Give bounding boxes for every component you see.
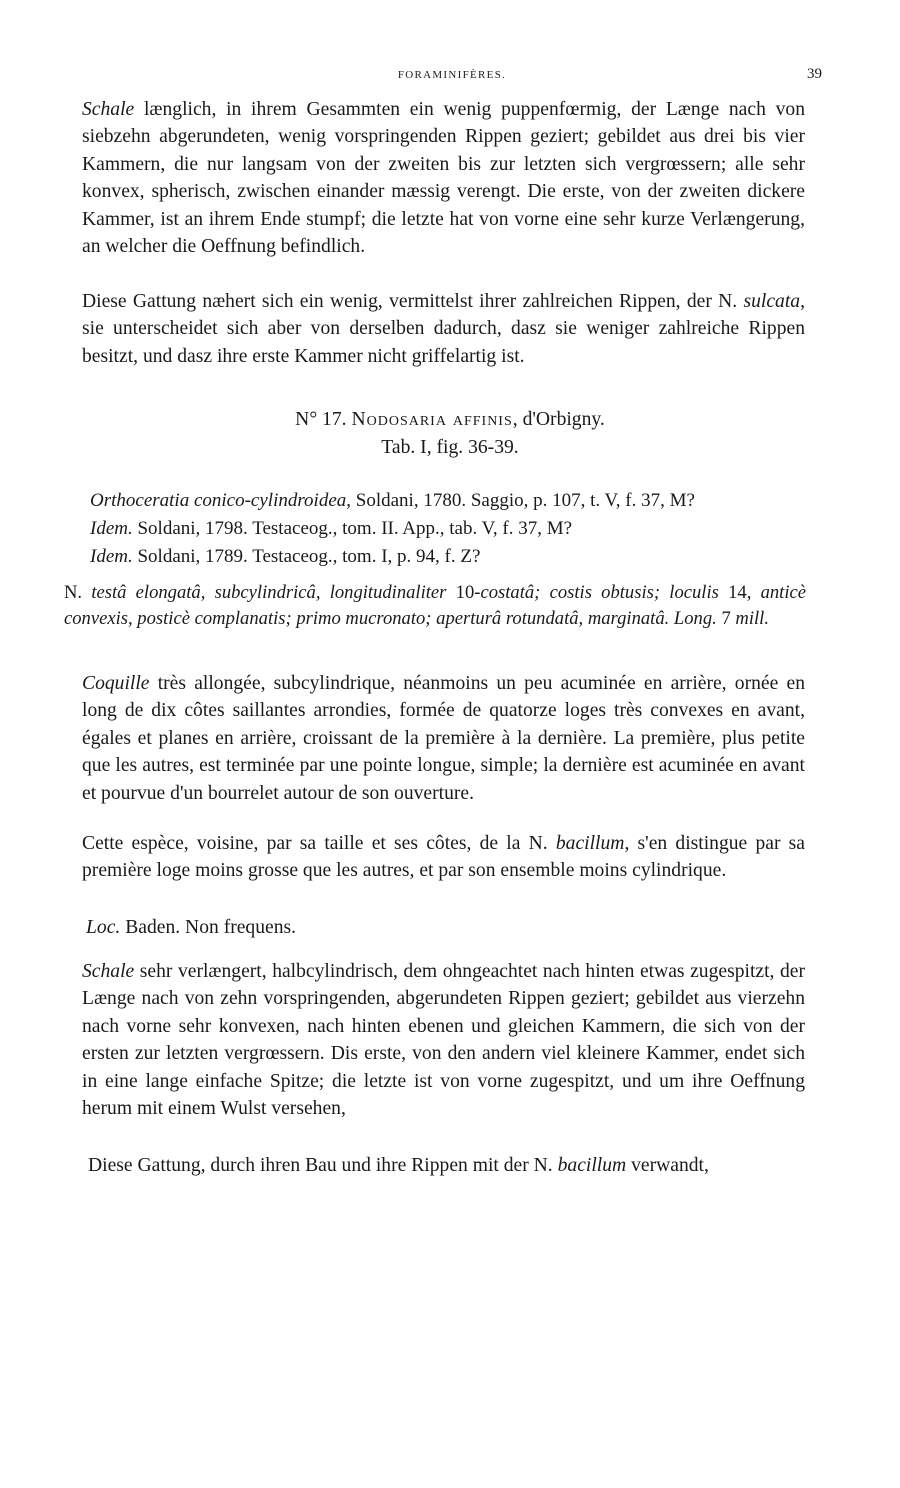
locality [86, 914, 809, 941]
taxon-name: bacillum [555, 833, 625, 854]
diagnosis-text: costatâ; costis obtusis; loculis [480, 582, 729, 603]
page-header [82, 66, 822, 86]
plate-reference: Tab. I, fig. 36-39. [381, 437, 519, 458]
paragraph-text: Diese Gattung næhert sich ein wenig, vermittelst ihrer zahlreichen Rippen, der N. [82, 291, 744, 312]
synonym-name: Idem. [90, 518, 133, 539]
species-heading [0, 406, 900, 434]
synonym-line [90, 516, 805, 542]
synonym-line [90, 488, 805, 514]
diagnosis-number: 14 [728, 582, 747, 603]
german-remark-1 [82, 288, 805, 370]
french-description [82, 670, 805, 807]
paragraph-text: très allongée, subcylindrique, néanmoins un peu acuminée en arrière, ornée en long de dix côtes saillantes arrondies, formée de quatorze loges très convexes en avant, égales et planes en arrière, croissant de la première à la dernière. La première, plus petite que les autres, est terminée par une pointe longue, simple; la dernière est acuminée en avant et pourvue d'un bourrelet autour de son ouverture. [82, 673, 805, 804]
locality-text: Baden. Non frequens. [120, 917, 297, 938]
synonym-citation: Soldani, 1789. Testaceog., tom. I, p. 94, f. Z? [132, 546, 481, 567]
diagnosis-number: 10- [455, 582, 481, 603]
running-head: FORAMINIFÈRES. [397, 69, 507, 81]
paragraph-text: Diese Gattung, durch ihren Bau und ihre Rippen mit der N. [88, 1155, 558, 1176]
paragraph-text: længlich, in ihrem Gesammten ein wenig puppenfœrmig, der Længe nach von siebzehn abgerundeten, wenig vorspringenden Rippen geziert; gebildet aus drei bis vier Kammern, die nur langsam von der zweiten bis zur letzten sich vergrœssern; alle sehr konvex, spherisch, zwischen einander mæssig verengt. Die erste, von der zweiten dickere Kammer, ist an ihrem Ende stumpf; die letzte hat von vorne eine sehr kurze Verlængerung, an welcher die Oeffnung befindlich. [82, 99, 805, 258]
paragraph-text: sehr verlængert, halbcylindrisch, dem ohngeachtet nach hinten etwas zugespitzt, der Længe nach von zehn vorspringenden, abgerundeten Rippen geziert; gebildet aus vierzehn nach vorne sehr konvexen, nach hinten ebenen und gleichen Kammern, die sich von der ersten zur letzten vergrœssern. Dis erste, von den andern viel kleinere Kammer, endet sich in eine lange einfache Spitze; die letzte ist von vorne zugespitzt, und um ihre Oeffnung herum mit einem Wulst versehen, [82, 961, 805, 1120]
paragraph-lead: Schale [82, 99, 135, 120]
paragraph-lead: Schale [82, 961, 135, 982]
french-remark [82, 830, 805, 885]
synonym-citation: Soldani, 1798. Testaceog., tom. II. App., tab. V, f. 37, M? [132, 518, 573, 539]
paragraph-text: verwandt, [626, 1155, 709, 1176]
diagnosis-text: , anticè convexis, posticè complanatis; primo mucronato; aperturâ rotundatâ, marginatâ. Long. [64, 582, 806, 629]
taxon-name: bacillum [557, 1155, 627, 1176]
page-number: 39 [807, 66, 822, 82]
paragraph-text: , s'en distingue par sa première loge moins grosse que les autres, et par son ensemble moins cylindrique. [82, 833, 806, 882]
species-number: N° 17. [295, 409, 347, 430]
latin-diagnosis [64, 580, 806, 631]
paragraph-text: , sie unterscheidet sich aber von derselben dadurch, dasz sie weniger zahlreiche Rippen besitzt, und dasz ihre erste Kammer nicht griffelartig ist. [82, 291, 805, 367]
species-name: Nodosaria affinis [351, 409, 513, 430]
diagnosis-text: testâ elongatâ, subcylindricâ, longitudinaliter [91, 582, 456, 603]
locality-label: Loc. [86, 917, 121, 938]
diagnosis-number: 7 [721, 607, 731, 629]
species-author: , d'Orbigny. [512, 409, 605, 430]
german-description-2 [82, 958, 805, 1122]
paragraph-text: Cette espèce, voisine, par sa taille et ses côtes, de la N. [82, 833, 556, 854]
paragraph-lead: Coquille [82, 673, 150, 694]
german-description-1 [82, 96, 805, 260]
synonym-citation: , Soldani, 1780. Saggio, p. 107, t. V, f. 37, M? [346, 490, 695, 511]
synonym-line [90, 544, 805, 570]
synonym-name: Idem. [90, 546, 133, 567]
diagnosis-text: mill. [730, 607, 769, 629]
diagnosis-prefix: N. [64, 582, 92, 603]
taxon-name: sulcata [743, 291, 801, 312]
german-remark-2 [88, 1152, 806, 1179]
synonym-name: Orthoceratia conico-cylindroidea [90, 490, 347, 511]
